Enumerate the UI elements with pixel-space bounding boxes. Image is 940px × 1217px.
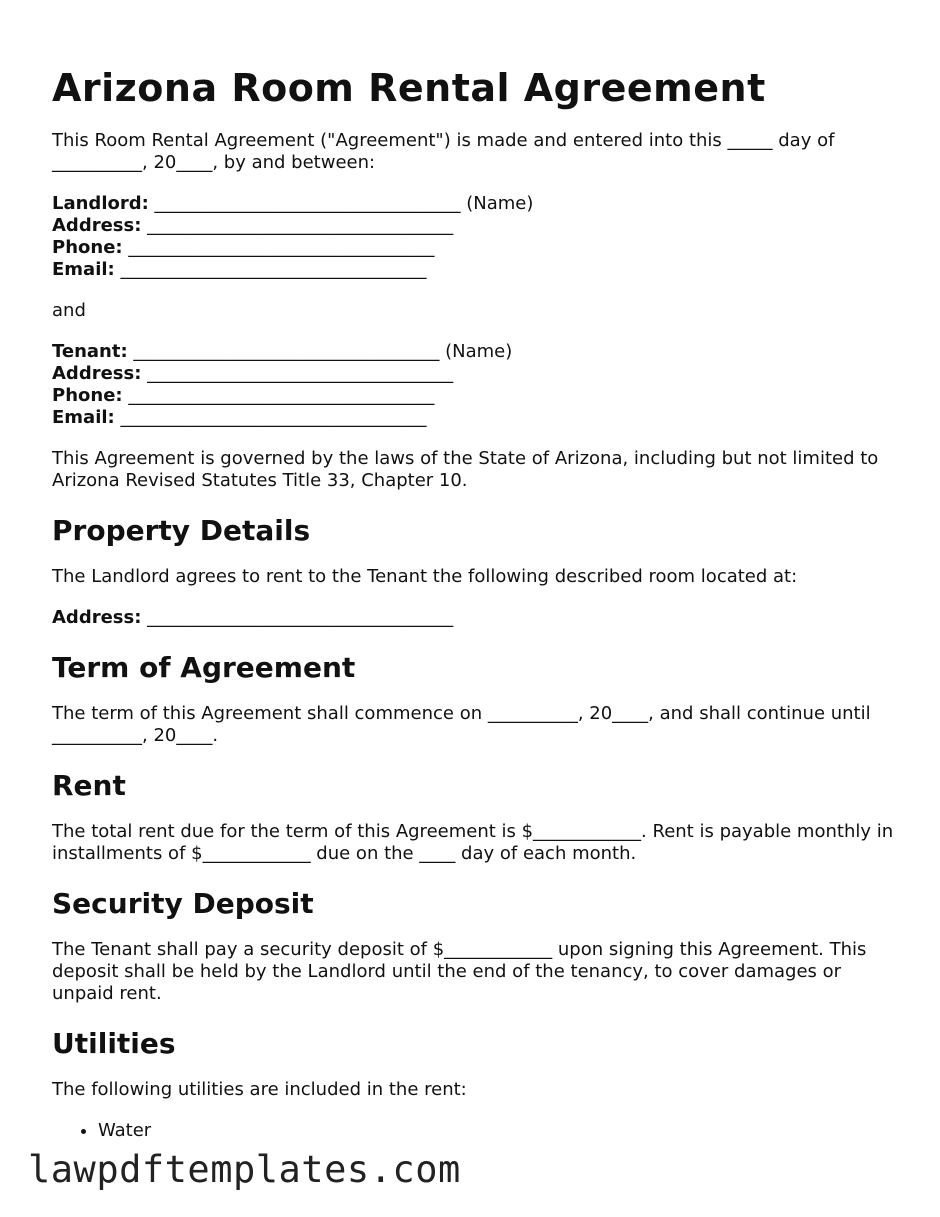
utilities-heading: Utilities	[52, 1027, 176, 1060]
landlord-name-label: Landlord:	[52, 193, 149, 214]
tenant-phone-field: __________________________________	[122, 385, 435, 406]
utilities-paragraph: The following utilities are included in the rent:	[52, 1079, 467, 1100]
landlord-phone-line	[52, 237, 902, 259]
property-address-block	[52, 607, 902, 629]
tenant-email-line	[52, 407, 902, 429]
tenant-block	[52, 341, 902, 429]
property-paragraph: The Landlord agrees to rent to the Tenant the following described room located at:	[52, 566, 798, 587]
landlord-address-label: Address:	[52, 215, 142, 236]
site-watermark: lawpdftemplates.com	[28, 1148, 461, 1191]
property-address-label: Address:	[52, 607, 142, 628]
landlord-email-field: __________________________________	[114, 259, 427, 280]
landlord-phone-field: __________________________________	[122, 237, 435, 258]
rent-paragraph: The total rent due for the term of this Agreement is $____________. Rent is payable monthly in installments of $____________ due on the ____ day of each month.	[52, 821, 894, 864]
tenant-phone-line	[52, 385, 902, 407]
governing-law-paragraph: This Agreement is governed by the laws of the State of Arizona, including but not limited to Arizona Revised Statutes Title 33, Chapter 10.	[52, 448, 879, 491]
and-text: and	[52, 300, 86, 321]
tenant-address-line	[52, 363, 902, 385]
landlord-email-line	[52, 259, 902, 281]
landlord-block	[52, 193, 902, 281]
landlord-address-field: __________________________________	[141, 215, 454, 236]
tenant-name-field: __________________________________ (Name)	[127, 341, 513, 362]
term-paragraph: The term of this Agreement shall commence on __________, 20____, and shall continue until __________, 20____.	[52, 703, 871, 746]
tenant-email-label: Email:	[52, 407, 115, 428]
deposit-heading: Security Deposit	[52, 887, 314, 920]
landlord-email-label: Email:	[52, 259, 115, 280]
list-item: • Water	[98, 1120, 902, 1142]
term-heading: Term of Agreement	[52, 651, 356, 684]
document-page	[52, 64, 902, 1142]
landlord-name-field: __________________________________ (Name)	[148, 193, 534, 214]
landlord-phone-label: Phone:	[52, 237, 123, 258]
tenant-email-field: __________________________________	[114, 407, 427, 428]
rent-heading: Rent	[52, 769, 126, 802]
landlord-name-line	[52, 193, 902, 215]
property-heading: Property Details	[52, 514, 311, 547]
landlord-address-line	[52, 215, 902, 237]
tenant-phone-label: Phone:	[52, 385, 123, 406]
tenant-address-label: Address:	[52, 363, 142, 384]
utilities-list	[52, 1120, 902, 1142]
tenant-address-field: __________________________________	[141, 363, 454, 384]
document-title: Arizona Room Rental Agreement	[52, 66, 766, 110]
intro-paragraph: This Room Rental Agreement ("Agreement") is made and entered into this _____ day of __________, 20____, by and between:	[52, 130, 835, 173]
property-address-line	[52, 607, 902, 629]
property-address-field: __________________________________	[141, 607, 454, 628]
tenant-name-line	[52, 341, 902, 363]
tenant-name-label: Tenant:	[52, 341, 128, 362]
deposit-paragraph: The Tenant shall pay a security deposit of $____________ upon signing this Agreement. This deposit shall be held by the Landlord until the end of the tenancy, to cover damages or unpaid rent.	[52, 939, 867, 1004]
